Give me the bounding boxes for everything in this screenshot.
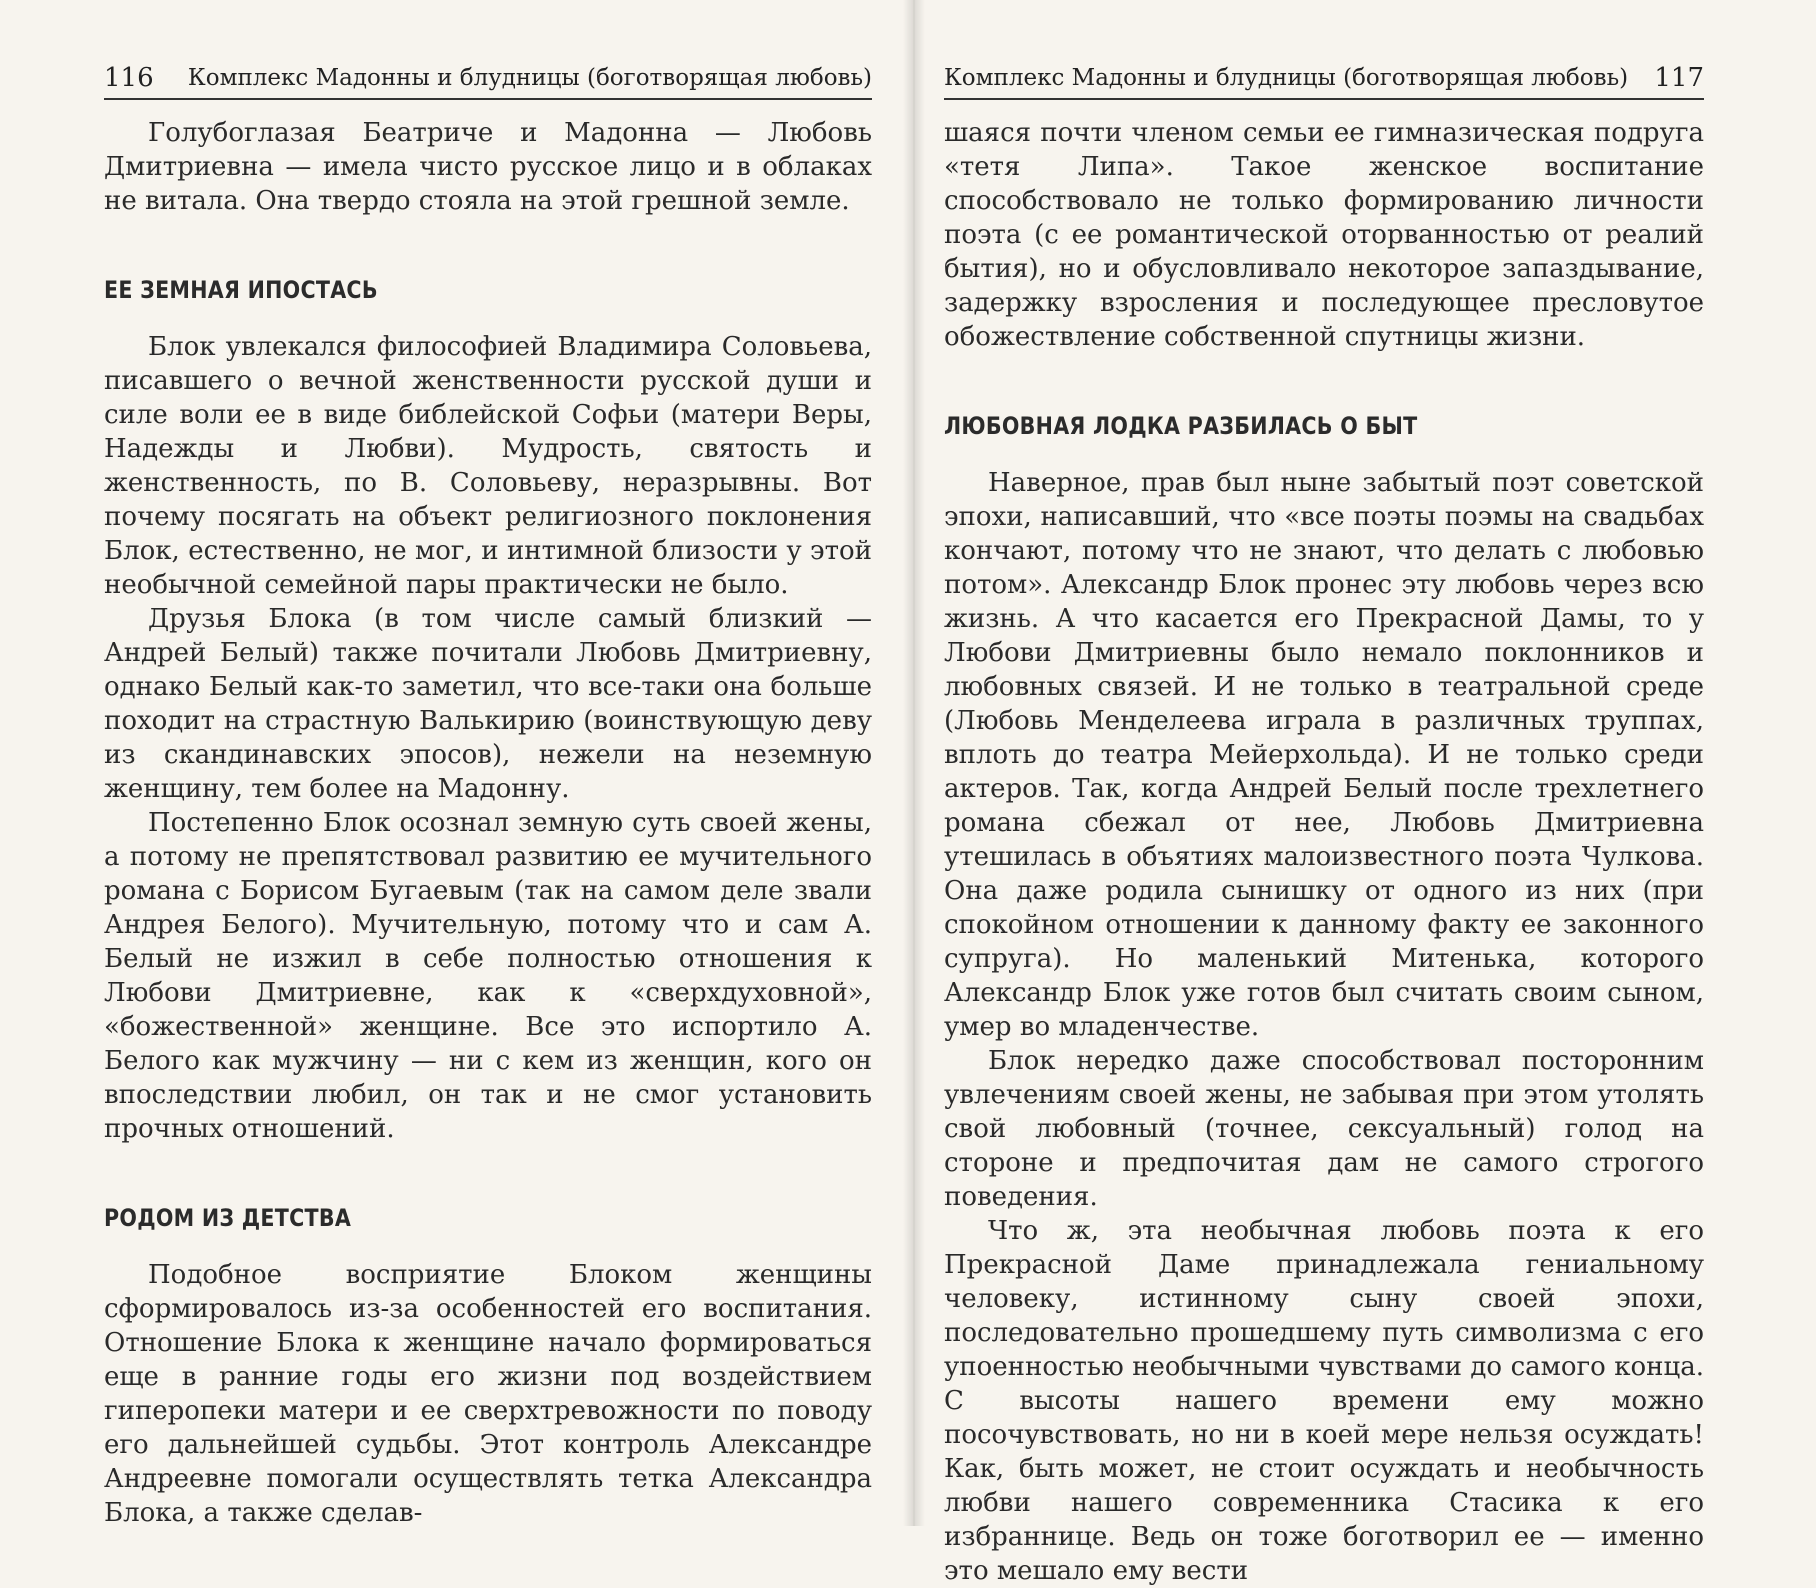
book-gutter bbox=[903, 0, 925, 1526]
body-paragraph: Блок увлекался философией Владимира Соловьева, писавшего о вечной женственности русской души и силе воли ее в виде библейской Софьи (матери Веры, Надежды и Любви). Мудрость, святость и женственность, по В. Соловьеву, неразрывны. Вот почему посягать на объект религиозного поклонения Блок, естественно, не мог, и интимной близости у этой необычной семейной пары практически не было. bbox=[104, 332, 872, 600]
right-page-body bbox=[944, 116, 1704, 1588]
running-title-left: Комплекс Мадонны и блудницы (боготворящая любовь) bbox=[187, 65, 872, 91]
page-number-right: 117 bbox=[1654, 63, 1704, 93]
body-paragraph: Наверное, прав был ныне забытый поэт советской эпохи, написавший, что «все поэты поэмы на свадьбах кончают, потому что не знают, что делать с любовью потом». Александр Блок пронес эту любовь через всю жизнь. А что касается его Прекрасной Дамы, то у Любови Дмитриевны было немало поклонников и любовных связей. И не только в театральной среде (Любовь Менделеева играла в различных труппах, вплоть до театра Мейерхольда). И не только среди актеров. Так, когда Андрей Белый после трехлетнего романа сбежал от нее, Любовь Дмитриевна утешилась в объятиях малоизвестного поэта Чулкова. Она даже родила сынишку от одного из них (при спокойном отношении к данному факту ее законного супруга). Но маленький Митенька, которого Александр Блок уже готов был считать своим сыном, умер во младенчестве. bbox=[944, 468, 1704, 1042]
right-page bbox=[944, 0, 1704, 1586]
body-paragraph: Блок нередко даже способствовал посторонним увлечениям своей жены, не забывая при этом утолять свой любовный (точнее, сексуальный) голод на стороне и предпочитая дам не самого строгого поведения. bbox=[944, 1046, 1704, 1212]
section-heading: РОДОМ ИЗ ДЕТСТВА bbox=[104, 1204, 352, 1232]
body-paragraph: Подобное восприятие Блоком женщины сформировалось из-за особенностей его воспитания. Отношение Блока к женщине начало формироваться еще в ранние годы его жизни под воздействием гиперопеки матери и ее сверхтревожности по поводу его дальнейшей судьбы. Этот контроль Александре Андреевне помогали осуществлять тетка Александра Блока, а также сделав- bbox=[104, 1260, 872, 1528]
body-paragraph: Что ж, эта необычная любовь поэта к его Прекрасной Даме принадлежала гениальному человеку, истинному сыну своей эпохи, последовательно прошедшему путь символизма с его упоенностью необычными чувствами до самого конца. С высоты нашего времени ему можно посочувствовать, но ни в коей мере нельзя осуждать! Как, быть может, не стоит осуждать и необычность любви нашего современника Стасика к его избраннице. Ведь он тоже боготворил ее — именно это мешало ему вести bbox=[944, 1216, 1704, 1586]
left-page-body bbox=[104, 116, 872, 1530]
body-paragraph: Постепенно Блок осознал земную суть своей жены, а потому не препятствовал развитию ее мучительного романа с Борисом Бугаевым (так на самом деле звали Андрея Белого). Мучительную, потому что и сам А. Белый не изжил в себе полностью отношения к Любови Дмитриевне, как к «сверхдуховной», «божественной» женщине. Все это испортило А. Белого как мужчину — ни с кем из женщин, кого он впоследствии любил, он так и не смог установить прочных отношений. bbox=[104, 808, 872, 1144]
section-heading: ЛЮБОВНАЯ ЛОДКА РАЗБИЛАСЬ О БЫТ bbox=[944, 412, 1418, 440]
left-page bbox=[104, 0, 872, 1526]
intro-paragraph: Голубоглазая Беатриче и Мадонна — Любовь Дмитриевна — имела чисто русское лицо и в облаках не витала. Она твердо стояла на этой грешной земле. bbox=[104, 118, 872, 216]
running-header-left bbox=[104, 58, 872, 100]
page-number-left: 116 bbox=[104, 63, 154, 93]
continued-paragraph: шаяся почти членом семьи ее гимназическая подруга «тетя Липа». Такое женское воспитание способствовало не только формированию личности поэта (с ее романтической оторванностью от реалий бытия), но и обусловливало некоторое запаздывание, задержку взросления и последующее пресловутое обожествление собственной спутницы жизни. bbox=[944, 118, 1704, 352]
section-heading: ЕЕ ЗЕМНАЯ ИПОСТАСЬ bbox=[104, 276, 378, 304]
running-header-right bbox=[944, 58, 1704, 100]
running-title-right: Комплекс Мадонны и блудницы (боготворящая любовь) bbox=[944, 65, 1629, 91]
body-paragraph: Друзья Блока (в том числе самый близкий — Андрей Белый) также почитали Любовь Дмитриевну, однако Белый как-то заметил, что все-таки она больше походит на страстную Валькирию (воинствующую деву из скандинавских эпосов), нежели на неземную женщину, тем более на Мадонну. bbox=[104, 604, 872, 804]
